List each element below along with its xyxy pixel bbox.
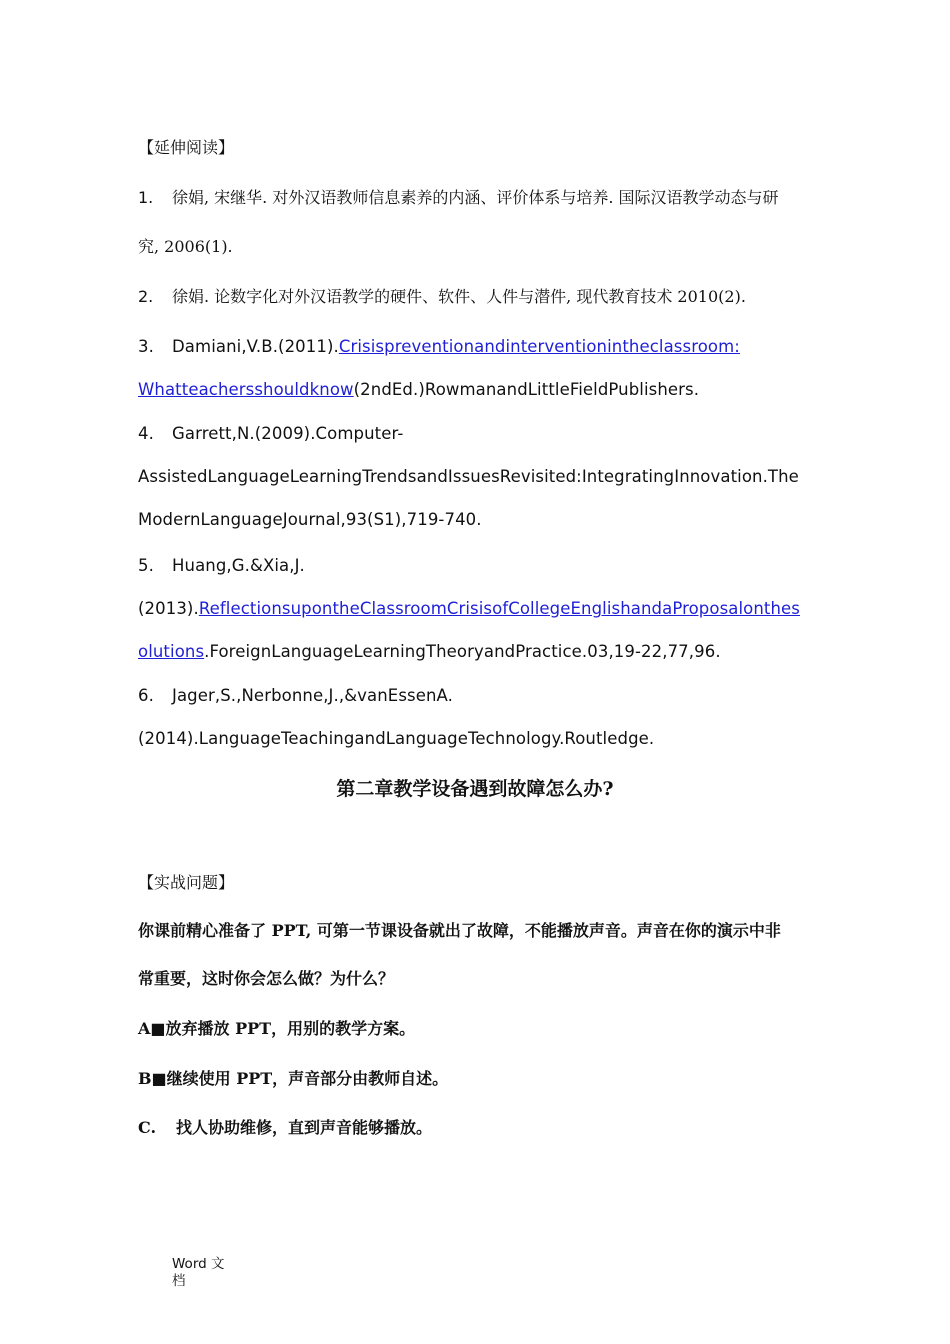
page-footer: Word 文档 [172,1256,225,1289]
reference-item-6-cont: (2014).LanguageTeachingandLanguageTechnology.Routledge. [138,729,655,748]
option-text: 找人协助维修，直到声音能够播放。 [176,1118,433,1137]
reference-number: 6. [138,686,154,705]
reference-text: (2013). [138,599,199,618]
reference-item-1-cont: 究, 2006(1). [138,237,233,256]
option-text: 继续使用 PPT，声音部分由教师自述。 [166,1069,449,1088]
option-c [138,1115,432,1138]
reference-text: Huang,G.&Xia,J. [172,556,305,575]
option-text: 放弃播放 PPT，用别的教学方案。 [165,1019,416,1038]
reference-item-5-cont2 [138,642,721,661]
option-label: C. [138,1118,157,1137]
reference-link-cont[interactable]: olutions [138,642,205,661]
reference-link[interactable]: ReflectionsupontheClassroomCrisisofCollegeEnglishandaProposalonthes [198,599,800,618]
option-b [138,1066,448,1089]
reference-link[interactable]: Crisispreventionandinterventionintheclassroom: [338,337,740,356]
reference-item-4 [138,424,403,443]
option-label: B■ [138,1069,167,1088]
reading-heading: 【延伸阅读】 [138,138,235,157]
reference-number: 4. [138,424,154,443]
reference-item-4-cont: AssistedLanguageLearningTrendsandIssuesRevisited:IntegratingInnovation.The [138,467,799,486]
reference-text: Garrett,N.(2009).Computer- [172,424,404,443]
chapter-title: 第二章教学设备遇到故障怎么办? [336,778,614,800]
reference-item-5-cont [138,599,800,618]
reference-number: 1. [138,188,154,207]
reference-number: 3. [138,337,154,356]
reference-text: (2ndEd.)RowmanandLittleFieldPublishers. [353,380,700,399]
reference-item-3-cont [138,380,699,399]
reference-number: 2. [138,287,154,306]
question-text: 你课前精心准备了 PPT, 可第一节课设备就出了故障，不能播放声音。声音在你的演示中非 [138,921,781,940]
reference-text: .ForeignLanguageLearningTheoryandPractice.03,19-22,77,96. [204,642,721,661]
reference-item-4-cont2: ModernLanguageJournal,93(S1),719-740. [138,510,482,529]
option-a [138,1016,415,1039]
reference-text: Jager,S.,Nerbonne,J.,&vanEssenA. [172,686,453,705]
reference-text: 徐娟. 论数字化对外汉语教学的硬件、软件、人件与潜件, 现代教育技术 2010(2). [172,287,746,306]
practice-heading: 【实战问题】 [138,873,235,892]
reference-number: 5. [138,556,154,575]
reference-item-1 [138,185,779,208]
reference-item-5 [138,556,305,575]
question-text-cont: 常重要，这时你会怎么做？为什么？ [138,969,395,988]
reference-item-3 [138,337,740,356]
reference-item-6 [138,686,453,705]
option-label: A■ [138,1019,166,1038]
reference-text: Damiani,V.B.(2011). [172,337,339,356]
reference-link-cont[interactable]: Whatteachersshouldknow [138,380,354,399]
reference-text: 徐娟, 宋继华. 对外汉语教师信息素养的内涵、评价体系与培养. 国际汉语教学动态与研 [172,188,779,207]
reference-item-2 [138,284,746,307]
